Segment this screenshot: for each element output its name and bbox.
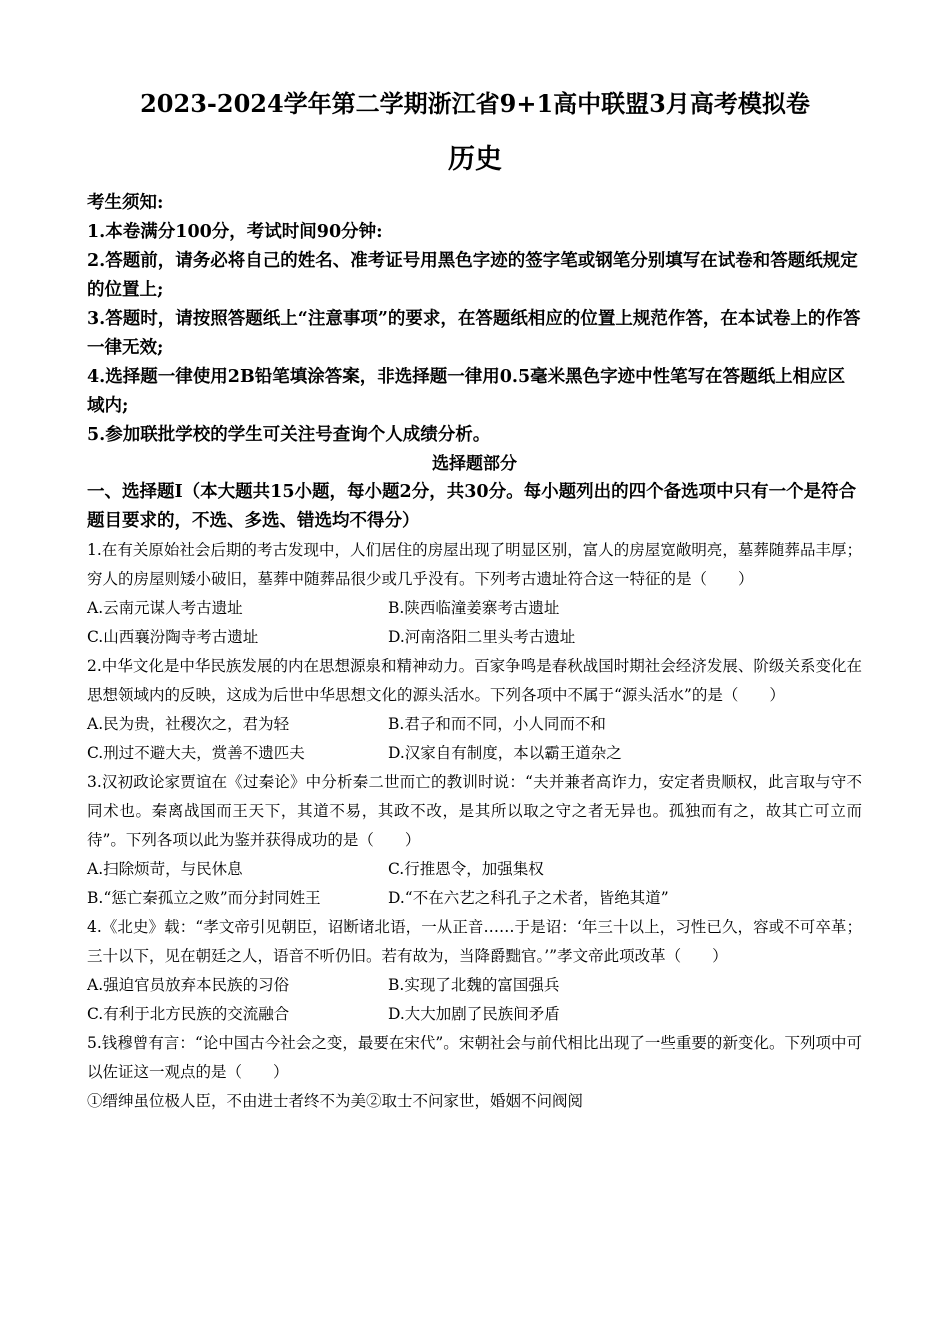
question-stem: 1.在有关原始社会后期的考古发现中，人们居住的房屋出现了明显区别，富人的房屋宽敞明亮，墓葬随葬品丰厚；穷人的房屋则矮小破旧，墓葬中随葬品很少或几乎没有。下列考古遗址符合这一特征的是（ ） [87,541,862,588]
question-1 [87,536,862,652]
option-b: B.陕西临潼姜寨考古遗址 [388,599,560,617]
option-d: D.“不在六艺之科孔子之术者，皆绝其道” [388,889,669,907]
option-d: D.河南洛阳二里头考古遗址 [388,628,576,646]
section-title: 选择题部分 [432,454,517,474]
notice-item: 2.答题前，请务必将自己的姓名、准考证号用黑色字迹的签字笔或钢笔分别填写在试卷和答题纸规定的位置上; [87,251,858,300]
question-5 [87,1029,862,1116]
option-row [87,623,862,652]
question-stem: 2.中华文化是中华民族发展的内在思想源泉和精神动力。百家争鸣是春秋战国时期社会经济发展、阶级关系变化在思想领域内的反映，这成为后世中华思想文化的源头活水。下列各项中不属于“源头活水”的是（ ） [87,657,862,704]
option-row [87,884,862,913]
option-row [87,710,862,739]
question-stem: 5.钱穆曾有言：“论中国古今社会之变，最要在宋代”。宋朝社会与前代相比出现了一些重要的新变化。下列项中可以佐证这一观点的是（ ） [87,1034,862,1081]
option-a: A.扫除烦苛，与民休息 [87,860,243,878]
notice-heading: 考生须知: [87,193,164,213]
option-c: C.有利于北方民族的交流融合 [87,1005,290,1023]
option-c: C.山西襄汾陶寺考古遗址 [87,628,259,646]
subject-title: 历史 [448,144,502,175]
question-2 [87,652,862,768]
question-stem: 4.《北史》载：“孝文帝引见朝臣，诏断诸北语，一从正音……于是诏：‘年三十以上，习性已久，容或不可卒革；三十以下，见在朝廷之人，语音不听仍旧。若有故为，当降爵黜官。’”孝文帝此项改革（ ） [87,918,862,965]
question-4 [87,913,862,1029]
notice-item: 4.选择题一律使用2B铅笔填涂答案，非选择题一律用0.5毫米黑色字迹中性笔写在答题纸上相应区域内; [87,367,846,416]
notice-item: 3.答题时，请按照答题纸上“注意事项”的要求，在答题纸相应的位置上规范作答，在本试卷上的作答一律无效; [87,309,861,358]
option-d: D.汉家自有制度，本以霸王道杂之 [388,744,622,762]
exam-title: 2023-2024学年第二学期浙江省9+1高中联盟3月高考模拟卷 [140,89,810,118]
question-stem: 3.汉初政论家贾谊在《过秦论》中分析秦二世而亡的教训时说：“夫并兼者高诈力，安定者贵顺权，此言取与守不同术也。秦离战国而王天下，其道不易，其政不改，是其所以取之守之者无异也。孤独而有之，故其亡可立而待”。下列各项以此为鉴并获得成功的是（ ） [87,773,862,849]
question-3 [87,768,862,913]
option-row [87,739,862,768]
section-instruction: 一、选择题Ⅰ（本大题共15小题，每小题2分，共30分。每小题列出的四个备选项中只有一个是符合题目要求的，不选、多选、错选均不得分） [87,482,857,531]
notice-block [87,189,862,450]
question-statements: ①缙绅虽位极人臣，不由进士者终不为美②取士不问家世，婚姻不问阀阅 [87,1092,584,1110]
exam-content [87,189,862,1116]
option-b: B.君子和而不同，小人同而不和 [388,715,606,733]
notice-item: 5.参加联批学校的学生可关注号查询个人成绩分析。 [87,425,491,445]
notice-item: 1.本卷满分100分，考试时间90分钟: [87,222,383,242]
option-b: B.“惩亡秦孤立之败”而分封同姓王 [87,889,321,907]
option-a: A.云南元谋人考古遗址 [87,599,243,617]
option-a: A.强迫官员放弃本民族的习俗 [87,976,290,994]
option-row [87,971,862,1000]
option-a: A.民为贵，社稷次之，君为轻 [87,715,290,733]
option-d: D.大大加剧了民族间矛盾 [388,1005,560,1023]
option-c: C.行推恩令，加强集权 [388,860,544,878]
option-row [87,855,862,884]
option-c: C.刑过不避大夫，赏善不遗匹夫 [87,744,305,762]
option-row [87,594,862,623]
option-b: B.实现了北魏的富国强兵 [388,976,560,994]
option-row [87,1000,862,1029]
